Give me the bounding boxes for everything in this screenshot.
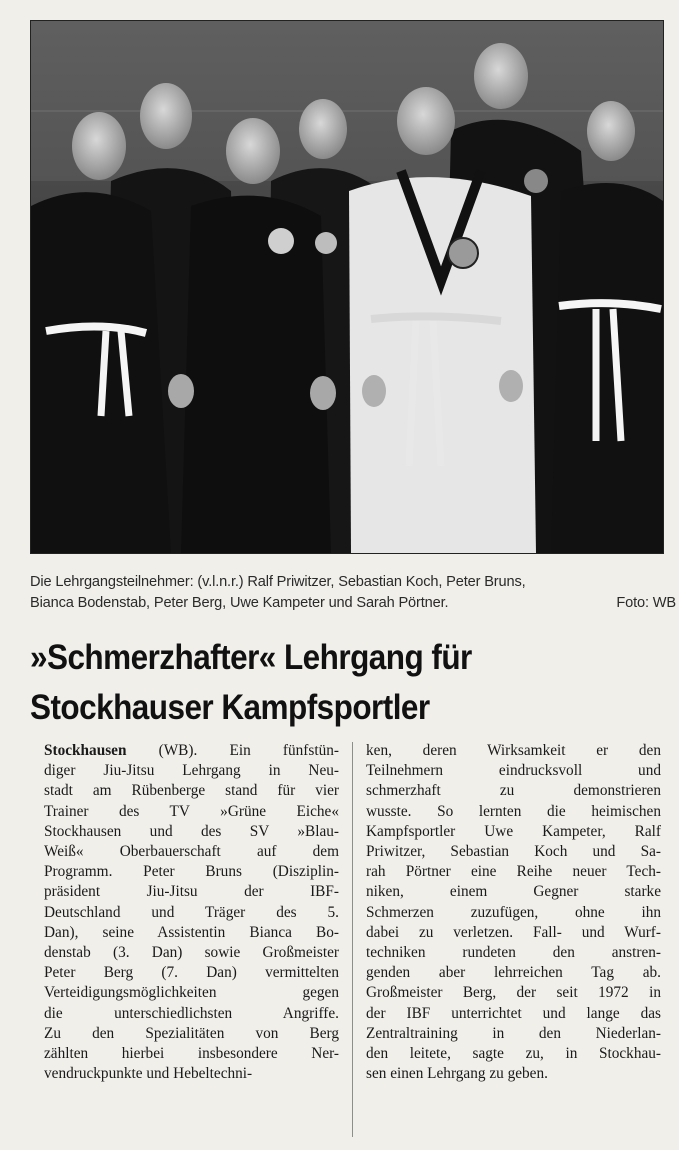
article-line: stadt am Rübenberge stand für vier (44, 782, 339, 800)
group-photo-image (31, 21, 663, 553)
article-line: niken, einem Gegner starke (366, 883, 661, 901)
article-line: Deutschland und Träger des 5. (44, 903, 339, 921)
article-line: Großmeister Berg, der seit 1972 in (366, 984, 661, 1002)
article-line: Priwitzer, Sebastian Koch und Sa- (366, 843, 661, 861)
article-column-right (366, 741, 661, 1084)
article-line: rah Pörtner eine Reihe neuer Tech- (366, 863, 661, 881)
article-line: Schmerzen zuzufügen, ohne ihn (366, 903, 661, 921)
article-line: Trainer des TV »Grüne Eiche« (44, 802, 339, 820)
article-line: Verteidigungsmöglichkeiten gegen (44, 984, 339, 1002)
article-line: zählten hierbei insbesondere Ner- (44, 1045, 339, 1063)
article-line: sen einen Lehrgang zu geben. (366, 1065, 548, 1083)
article-line: Peter Berg (7. Dan) vermittelten (44, 964, 339, 982)
group-photo (30, 20, 664, 554)
article-line: dabei zu verletzen. Fall- und Wurf- (366, 923, 661, 941)
headline-line-1: »Schmerzhafter« Lehrgang für (30, 638, 472, 677)
article-line: Teilnehmern eindrucksvoll und (366, 762, 661, 780)
caption-line-1: Die Lehrgangsteilnehmer: (v.l.n.r.) Ralf Priwitzer, Sebastian Koch, Peter Bruns, (30, 574, 526, 590)
photo-credit: Foto: WB (616, 595, 676, 611)
article-line: wusste. So lernten die heimischen (366, 802, 661, 820)
article-line: diger Jiu-Jitsu Lehrgang in Neu- (44, 762, 339, 780)
article-line: vendruckpunkte und Hebeltechni- (44, 1065, 253, 1083)
article-line: den leitete, sagte zu, in Stockhau- (366, 1045, 661, 1063)
article-line: schmerzhaft zu demonstrieren (366, 782, 661, 800)
article-headline (30, 633, 606, 733)
article-line: Zentraltraining in den Niederlan- (366, 1024, 661, 1042)
article-line: Kampfsportler Uwe Kampeter, Ralf (366, 822, 661, 840)
headline-line-2: Stockhauser Kampfsportler (30, 688, 430, 727)
article-line: Stockhausen und des SV »Blau- (44, 822, 339, 840)
article-line: Dan), seine Assistentin Bianca Bo- (44, 923, 339, 941)
article-dateline: Stockhausen (44, 742, 127, 759)
article-line: Zu den Spezialitäten von Berg (44, 1024, 339, 1042)
article-line: denstab (3. Dan) sowie Großmeister (44, 944, 339, 962)
article-line: Weiß« Oberbauerschaft auf dem (44, 843, 339, 861)
article-column-left (44, 741, 339, 1084)
article-line: Stockhausen (WB). Ein fünfstün- (44, 742, 339, 759)
article-line: der IBF unterrichtet und lange das (366, 1004, 661, 1022)
article-line: techniken rundeten den anstren- (366, 944, 661, 962)
article-line: Programm. Peter Bruns (Disziplin- (44, 863, 339, 881)
photo-caption (30, 572, 679, 614)
column-divider (352, 742, 353, 1137)
article-line: die unterschiedlichsten Angriffe. (44, 1004, 339, 1022)
article-line: ken, deren Wirksamkeit er den (366, 742, 661, 759)
article-line: präsident Jiu-Jitsu der IBF- (44, 883, 339, 901)
caption-line-2: Bianca Bodenstab, Peter Berg, Uwe Kampeter und Sarah Pörtner. (30, 595, 449, 611)
article-line: genden aber lehrreichen Tag ab. (366, 964, 661, 982)
